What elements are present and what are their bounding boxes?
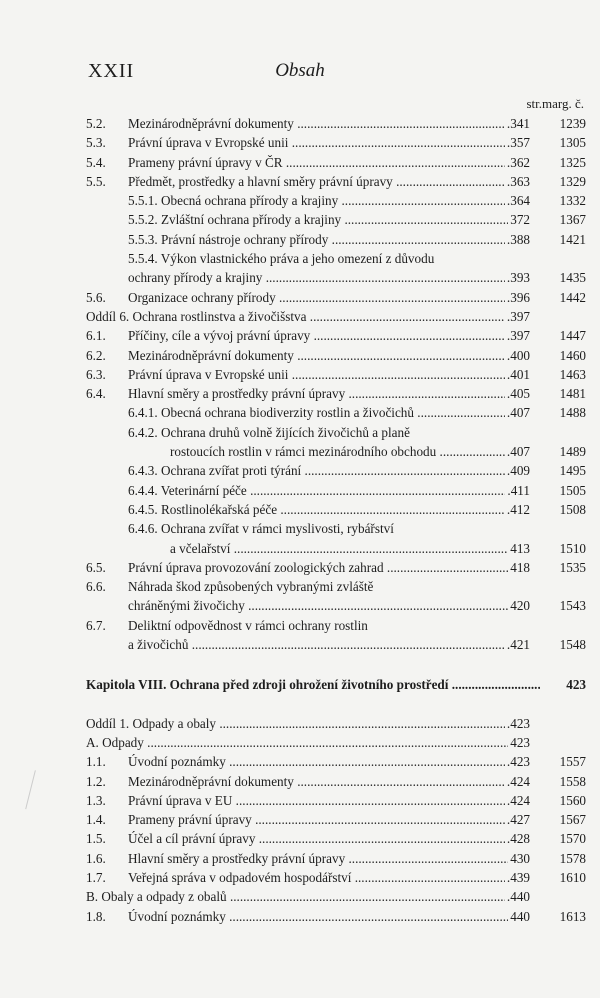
entry-number: 1.3. [86,792,106,808]
entry-page: .423 [505,752,530,771]
toc-group-a [86,114,586,654]
entry-title: 6.4.6. Ochrana zvířat v rámci myslivosti, rybářství [128,521,394,537]
entry-margin-number: 1543 [559,598,586,614]
toc-entry [86,810,586,829]
pencil-mark [25,770,38,810]
entry-number: 6.3. [86,366,106,382]
toc-entry [86,616,586,655]
entry-title: Předmět, prostředky a hlavní směry právní úpravy ..... [128,172,516,191]
toc-entry [86,752,586,771]
toc-entry [86,849,586,868]
toc-entry [86,519,586,558]
entry-page: .363 [505,172,530,191]
entry-number: 5.6. [86,289,106,305]
entry-number: 6.1. [86,328,106,344]
entry-number: 5.2. [86,116,106,131]
entry-title: Mezinárodněprávní dokumenty ..... [128,114,516,133]
entry-margin-number: 1570 [559,831,586,847]
toc-entry [86,791,586,810]
entry-page: .401 [505,365,530,384]
entry-title: 6.4.3. Ochrana zvířat proti týrání ..... [128,461,516,480]
entry-margin-number: 1613 [559,908,586,924]
entry-margin-number: 1460 [559,347,586,363]
entry-title: Příčiny, cíle a vývoj právní úpravy ..... [128,326,516,345]
entry-title: Úvodní poznámky ..... [128,752,516,771]
entry-margin-number: 1535 [559,559,586,575]
entry-page: .411 [505,481,530,500]
toc-entry [86,365,586,384]
entry-margin-number: 1558 [559,773,586,789]
toc-entry [86,249,586,288]
toc-entry [86,172,586,191]
entry-page: .412 [505,500,530,519]
entry-title: Právní úprava v Evropské unii ..... [128,133,516,152]
entry-number: 6.7. [86,617,106,633]
entry-number: 1.7. [86,869,106,885]
table-of-contents [86,114,586,926]
toc-entry [86,210,586,229]
entry-margin-number: 1610 [559,869,586,885]
entry-page: .409 [505,461,530,480]
toc-entry [86,461,586,480]
entry-margin-number: 1325 [559,154,586,170]
entry-page: 430 [508,849,530,868]
toc-entry [86,733,586,752]
entry-margin-number: 1495 [559,463,586,479]
running-head-title: Obsah [275,60,325,81]
toc-entry [86,230,586,249]
page-header [88,60,512,86]
entry-number: 1.5. [86,831,106,847]
entry-margin-number: 1489 [559,444,586,460]
entry-margin-number: 1481 [559,386,586,402]
entry-number: 5.3. [86,135,106,151]
entry-page: .357 [505,133,530,152]
entry-page: .407 [505,403,530,422]
entry-page: .397 [505,307,530,326]
toc-entry [86,288,586,307]
entry-page: .421 [505,635,530,654]
toc-entry [86,714,586,733]
entry-title: Organizace ochrany přírody ..... [128,288,516,307]
entry-margin-number: 1578 [559,850,586,866]
entry-page: 440 [508,907,530,926]
entry-margin-number: 1332 [559,193,586,209]
toc-entry [86,133,586,152]
entry-margin-number: 1560 [559,792,586,808]
entry-title: Hlavní směry a prostředky právní úpravy ..... [128,384,516,403]
entry-margin-number: 1463 [559,366,586,382]
entry-title: Právní úprava v EU ..... [128,791,516,810]
entry-margin-number: 1329 [559,173,586,189]
entry-page: .388 [505,230,530,249]
entry-page: .362 [505,153,530,172]
entry-number: 5.4. [86,154,106,170]
entry-number: 1.6. [86,850,106,866]
entry-title: Veřejná správa v odpadovém hospodářství ..... [128,868,516,887]
entry-title: 5.5.1. Obecná ochrana přírody a krajiny ..... [128,191,516,210]
entry-page: .428 [505,829,530,848]
entry-page: .440 [505,887,530,906]
entry-page: .341 [505,114,530,133]
entry-number: 1.1. [86,754,106,770]
toc-entry [86,384,586,403]
toc-entry [86,577,586,616]
toc-entry [86,191,586,210]
entry-number: 6.5. [86,559,106,575]
toc-entry [86,307,586,326]
entry-margin-number: 1367 [559,212,586,228]
entry-title: a včelařství ..... [128,539,516,558]
entry-title: A. Odpady ..... [86,733,516,752]
entry-title: Mezinárodněprávní dokumenty ..... [128,772,516,791]
entry-page: 372 [508,210,530,229]
entry-title: B. Obaly a odpady z obalů ..... [86,887,516,906]
entry-title: Prameny právní úpravy v ČR ..... [128,153,516,172]
chapter-title: Kapitola VIII. Ochrana před zdroji ohrožení životního prostředí ..... [86,675,540,694]
entry-page: .423 [505,714,530,733]
entry-title: Účel a cíl právní úpravy ..... [128,829,516,848]
entry-page: 423 [508,733,530,752]
entry-title: Právní úprava v Evropské unii ..... [128,365,516,384]
toc-entry [86,829,586,848]
entry-page: 418 [508,558,530,577]
entry-number: 1.2. [86,773,106,789]
entry-margin-number: 1505 [559,482,586,498]
entry-title: Mezinárodněprávní dokumenty ..... [128,346,516,365]
entry-margin-number: 1447 [559,328,586,344]
entry-number: 1.8. [86,908,106,924]
toc-entry [86,887,586,906]
entry-title: a živočichů ..... [128,635,516,654]
toc-entry [86,481,586,500]
entry-page: .400 [505,346,530,365]
entry-title: 5.5.2. Zvláštní ochrana přírody a krajiny ..... [128,210,516,229]
entry-title: Hlavní směry a prostředky právní úpravy ..... [128,849,516,868]
chapter-page: 423 [564,675,586,694]
entry-title: Náhrada škod způsobených vybranými zvláště [128,579,374,595]
toc-entry [86,423,586,462]
entry-margin-number: 1305 [559,135,586,151]
entry-title: 6.4.2. Ochrana druhů volně žijících živočichů a planě [128,424,410,440]
entry-number: 6.4. [86,386,106,402]
toc-entry [86,114,586,133]
entry-page: .364 [505,191,530,210]
entry-page: 413 [508,539,530,558]
entry-margin-number: 1239 [559,116,586,131]
entry-page: .427 [505,810,530,829]
entry-margin-number: 1442 [559,289,586,305]
entry-title: Deliktní odpovědnost v rámci ochrany rostlin [128,617,368,633]
entry-margin-number: 1488 [559,405,586,421]
toc-entry [86,907,586,926]
entry-number: 1.4. [86,812,106,828]
entry-title: Právní úprava provozování zoologických zahrad ..... [128,558,516,577]
entry-title: Úvodní poznámky ..... [128,907,516,926]
entry-title: 6.4.1. Obecná ochrana biodiverzity rostlin a živočichů ..... [128,403,516,422]
toc-group-b [86,714,586,926]
entry-margin-number: 1510 [559,540,586,556]
entry-page: 420 [508,596,530,615]
entry-title: 5.5.3. Právní nástroje ochrany přírody ..... [128,230,516,249]
entry-margin-number: 1557 [559,754,586,770]
toc-entry [86,500,586,519]
entry-page: .396 [505,288,530,307]
entry-title: Oddíl 1. Odpady a obaly ..... [86,714,516,733]
entry-title: Oddíl 6. Ochrana rostlinstva a živočišstva ..... [86,307,516,326]
page-number: XXII [88,60,135,82]
toc-entry [86,772,586,791]
entry-title: 5.5.4. Výkon vlastnického práva a jeho omezení z důvodu [128,251,435,267]
entry-page: .397 [505,326,530,345]
toc-entry [86,153,586,172]
entry-page: .424 [505,772,530,791]
entry-page: .393 [505,268,530,287]
entry-title: chráněnými živočichy ..... [128,596,516,615]
entry-title: Prameny právní úpravy ..... [128,810,516,829]
entry-title: rostoucích rostlin v rámci mezinárodního obchodu ..... [128,442,516,461]
entry-margin-number: 1567 [559,812,586,828]
entry-page: .407 [505,442,530,461]
toc-entry [86,558,586,577]
entry-title: 6.4.4. Veterinární péče ..... [128,481,516,500]
entry-page: .424 [505,791,530,810]
entry-number: 6.6. [86,579,106,595]
chapter-heading [86,675,586,694]
entry-number: 5.5. [86,173,106,189]
toc-entry [86,403,586,422]
entry-page: .439 [505,868,530,887]
entry-margin-number: 1435 [559,270,586,286]
entry-page: .405 [505,384,530,403]
column-heading: str.marg. č. [526,96,584,111]
entry-title: 6.4.5. Rostlinolékařská péče ..... [128,500,516,519]
entry-margin-number: 1548 [559,637,586,653]
entry-margin-number: 1421 [559,231,586,247]
entry-margin-number: 1508 [559,501,586,517]
entry-title: ochrany přírody a krajiny ..... [128,268,516,287]
entry-number: 6.2. [86,347,106,363]
toc-entry [86,868,586,887]
toc-entry [86,326,586,345]
toc-entry [86,346,586,365]
